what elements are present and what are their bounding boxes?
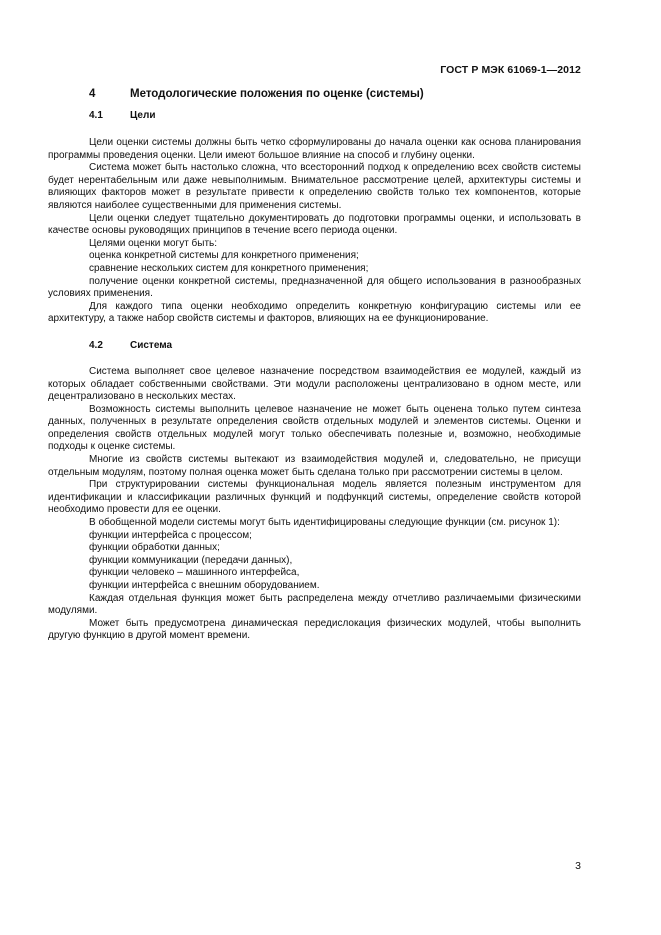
paragraph: Цели оценки следует тщательно документировать до подготовки программы оценки, и использовать в качестве основы руководящих принципов в течение всего периода оценки. xyxy=(48,212,581,237)
paragraph: Целями оценки могут быть: xyxy=(89,237,218,249)
list-item: сравнение нескольких систем для конкретного применения; xyxy=(89,262,369,274)
paragraph: Для каждого типа оценки необходимо определить конкретную конфигурацию системы или ее архитектуру, а также набор свойств системы и факторов, влияющих на ее функционирование. xyxy=(48,300,581,325)
list-item: функции человеко – машинного интерфейса, xyxy=(89,567,300,579)
paragraph: При структурировании системы функциональная модель является полезным инструментом для идентификации и классификации различных функций и подфункций системы, определение свойств которой необходимо провести для ее оценки. xyxy=(48,479,581,516)
subsection-heading-4-1 xyxy=(89,110,581,121)
subsection-number: 4.1 xyxy=(89,110,103,121)
subsection-4-1-body xyxy=(48,137,581,326)
list-item: получение оценки конкретной системы, предназначенной для общего использования в разнообразных условиях применения. xyxy=(48,275,581,300)
subsection-title: Цели xyxy=(130,110,156,121)
document-id: ГОСТ Р МЭК 61069-1—2012 xyxy=(440,64,581,76)
page-number: 3 xyxy=(575,860,581,872)
subsection-4-2-body xyxy=(48,366,581,643)
paragraph: Система может быть настолько сложна, что всесторонний подход к определению всех свойств системы будет нерентабельным или даже невыполнимым. Внимательное рассмотрение целей, архитектуры системы и влияющих факторов может в результате привести к определению свойств только тех компонентов, которые являются наиболее существенными для применения системы. xyxy=(48,162,581,211)
subsection-heading-4-2 xyxy=(89,340,581,351)
list-item: функции интерфейса с внешним оборудованием. xyxy=(89,580,320,591)
list-item: функции коммуникации (передачи данных), xyxy=(89,554,293,566)
paragraph: Цели оценки системы должны быть четко сформулированы до начала оценки как основа планирования программы проведения оценки. Цели имеют большое влияние на способ и глубину оценки. xyxy=(48,137,581,161)
subsection-title: Система xyxy=(130,339,173,351)
page-content xyxy=(48,88,581,643)
list-item: функции обработки данных; xyxy=(89,542,220,554)
section-title: Методологические положения по оценке (системы) xyxy=(130,88,424,100)
paragraph: Система выполняет свое целевое назначение посредством взаимодействия ее модулей, каждый из которых обладает собственными свойствами. Эти модули расположены централизовано в одном месте, или децентрализовано в нескольких местах. xyxy=(48,365,581,403)
paragraph: Может быть предусмотрена динамическая передислокация физических модулей, чтобы выполнить другую функцию в другой момент времени. xyxy=(48,617,581,642)
list-item: оценка конкретной системы для конкретного применения; xyxy=(89,250,359,262)
subsection-number: 4.2 xyxy=(89,339,103,351)
paragraph: В обобщенной модели системы могут быть идентифицированы следующие функции (см. рисунок 1): xyxy=(89,517,560,529)
section-number: 4 xyxy=(89,88,96,100)
list-item: функции интерфейса с процессом; xyxy=(89,529,252,541)
paragraph: Многие из свойств системы вытекают из взаимодействия модулей и, следовательно, не присущи отдельным модулям, поэтому полная оценка может быть сделана только при рассмотрении системы в целом. xyxy=(48,454,581,478)
paragraph: Каждая отдельная функция может быть распределена между отчетливо различаемыми физическими модулями. xyxy=(48,592,581,617)
paragraph: Возможность системы выполнить целевое назначение не может быть оценена только путем синтеза данных, полученных в результате определения свойств отдельных модулей и элементов системы. Оценки и определения свойств отдельных модулей могут только обеспечивать полезные и, возможно, необходимые подходы к оценке системы. xyxy=(48,403,581,453)
section-heading xyxy=(89,88,581,100)
